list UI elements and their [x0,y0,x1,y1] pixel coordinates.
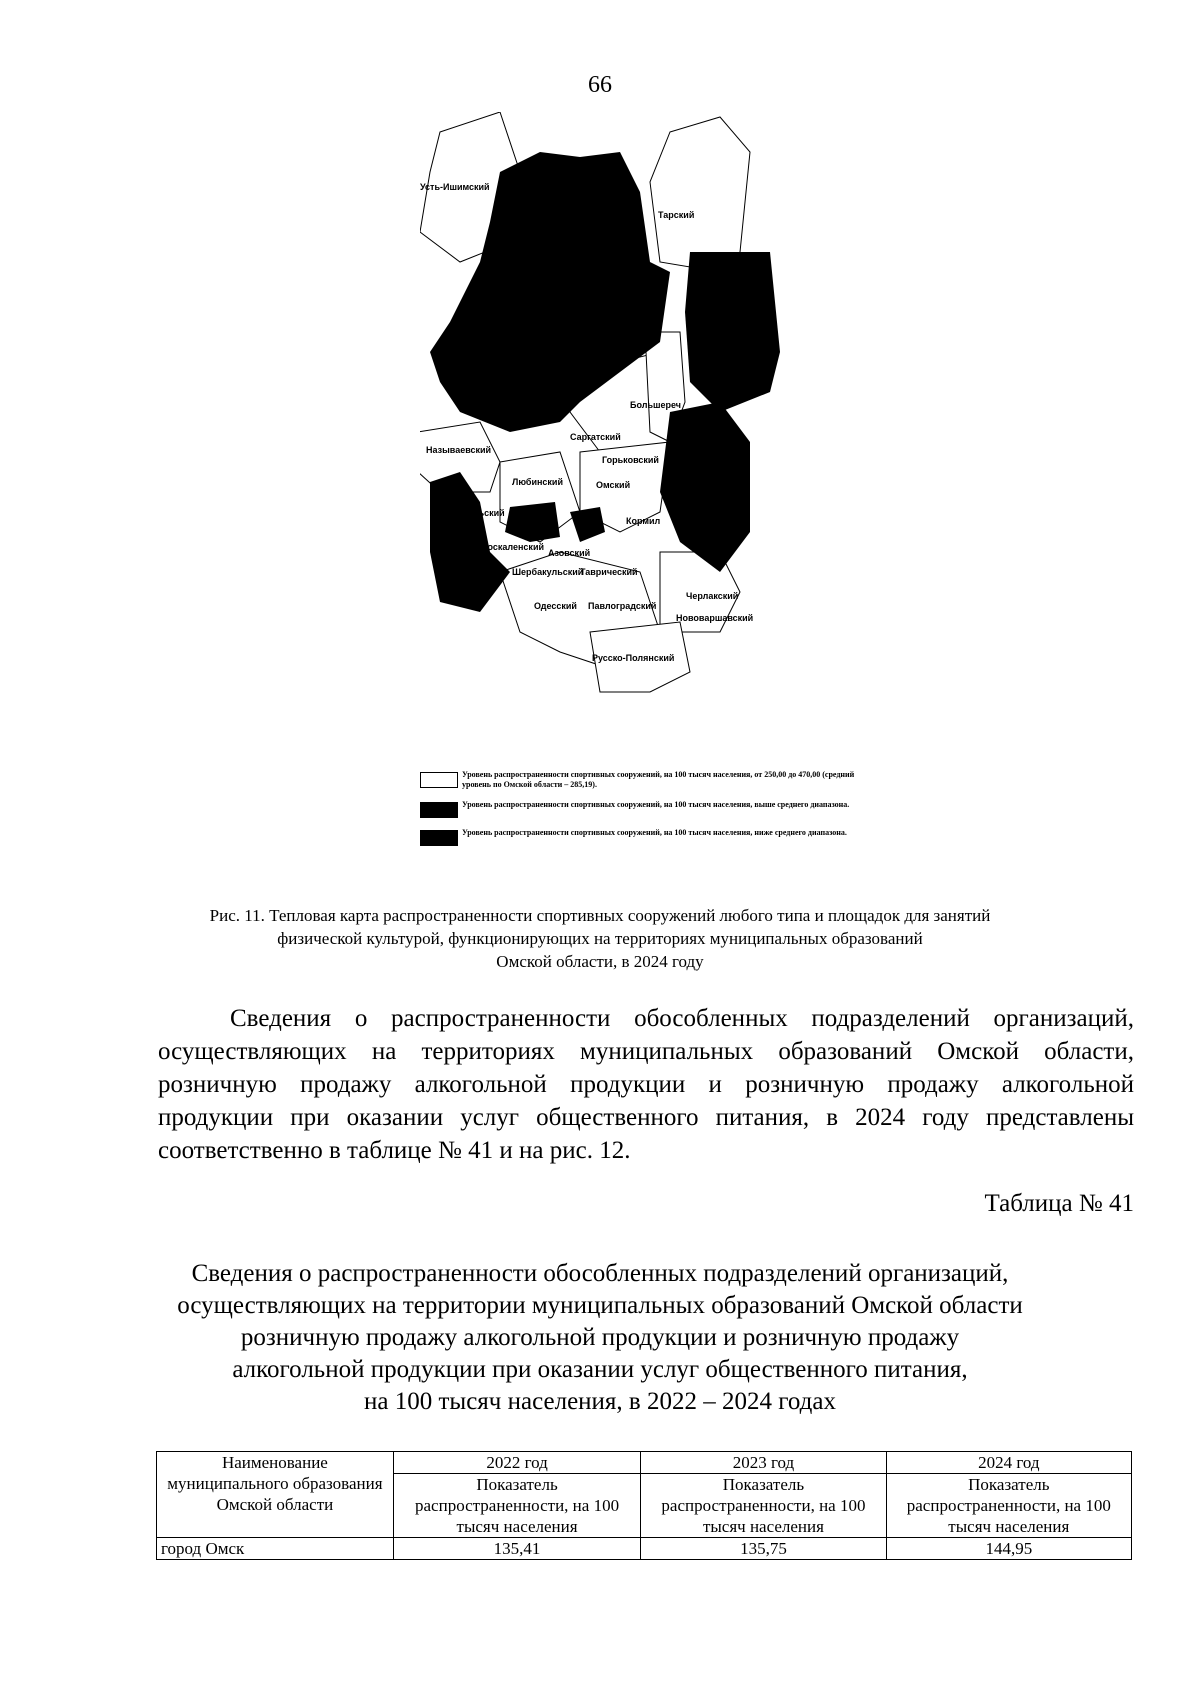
legend-text: Уровень распространенности спортивных сооружений, на 100 тысяч населения, выше среднего диапазона. [462,800,850,809]
map-label: Шербакульский [512,567,584,577]
table-title-line: Сведения о распространенности обособленных подразделений организаций, [191,1260,1009,1287]
legend-text: Уровень распространенности спортивных сооружений, на 100 тысяч населения, от 250,00 до 470,00 (средний уровень по Омской области – 285,19). [462,770,855,789]
page-number: 66 [588,72,612,98]
map-district-black [685,252,780,412]
row-value: 135,41 [393,1538,640,1560]
row-name: город Омск [157,1538,394,1560]
map-label: Кормил [626,516,661,526]
map-district-black [505,502,560,542]
table-row [157,1538,1132,1560]
row-value: 135,75 [641,1538,886,1560]
map-label: Называевский [426,445,492,455]
legend-swatch-white [420,772,458,788]
map-legend [420,770,870,856]
header-indicator: Показатель распространенности, на 100 тысяч населения [393,1474,640,1538]
map-label: Москаленский [480,542,545,552]
header-indicator: Показатель распространенности, на 100 тысяч населения [886,1474,1131,1538]
table-title-line: на 100 тысяч населения, в 2022 – 2024 годах [364,1388,836,1415]
body-paragraph: Сведения о распространенности обособленных подразделений организаций, осуществляющих на территориях муниципальных образований Омской области, розничную продажу алкогольной продукции и розничную продажу алкогольной продукции при оказании услуг общественного питания, в 2024 году представлены соответственно в таблице № 41 и на рис. 12. [158,1005,1134,1164]
map-label: Горьковский [602,455,659,465]
map-district-black [570,507,605,542]
map-label: Азовский [548,548,591,558]
map-label: Саргатский [570,432,621,442]
caption-line: Омской области, в 2024 году [496,952,704,971]
map-label: Таврический [580,567,638,577]
header-year: 2022 год [393,1452,640,1474]
header-indicator: Показатель распространенности, на 100 тысяч населения [641,1474,886,1538]
legend-item [420,828,870,846]
map-label: Черлакский [686,591,739,601]
map-label: Одесский [534,601,577,611]
caption-line: физической культурой, функционирующих на территориях муниципальных образований [277,929,923,948]
legend-swatch-black [420,802,458,818]
data-table [156,1451,1132,1560]
map-label: Омский [596,480,631,490]
header-year: 2024 год [886,1452,1131,1474]
map-district-white [650,117,750,272]
table-title-line: розничную продажу алкогольной продукции и розничную продажу [240,1324,960,1351]
header-year: 2023 год [641,1452,886,1474]
table-title-line: осуществляющих на территории муниципальных образований Омской области [177,1292,1023,1319]
row-value: 144,95 [886,1538,1131,1560]
caption-line: Рис. 11. Тепловая карта распространенности спортивных сооружений любого типа и площадок для занятий [209,906,991,925]
map-label: Павлоградский [588,601,657,611]
map-label: Нововаршавский [676,613,754,623]
map-label: Тарский [658,210,695,220]
legend-item [420,770,870,790]
header-municipality: Наименование муниципального образования Омской области [157,1452,394,1538]
map-label: Усть-Ишимский [420,182,490,192]
table-number: Таблица № 41 [984,1190,1134,1217]
map-label: ульский [468,508,505,518]
heat-map [420,112,860,752]
map-label: Большереч [630,400,682,410]
table-title [150,1258,1050,1418]
legend-item [420,800,870,818]
omsk-region-map [420,112,860,752]
table-header-row [157,1452,1132,1474]
figure-caption [150,904,1050,973]
legend-swatch-black [420,830,458,846]
map-district-black [660,402,750,572]
legend-text: Уровень распространенности спортивных сооружений, на 100 тысяч населения, ниже среднего диапазона. [462,828,847,837]
map-label: Любинский [512,477,563,487]
map-label: Русско-Полянский [592,653,675,663]
table-title-line: алкогольной продукции при оказании услуг общественного питания, [232,1356,968,1383]
